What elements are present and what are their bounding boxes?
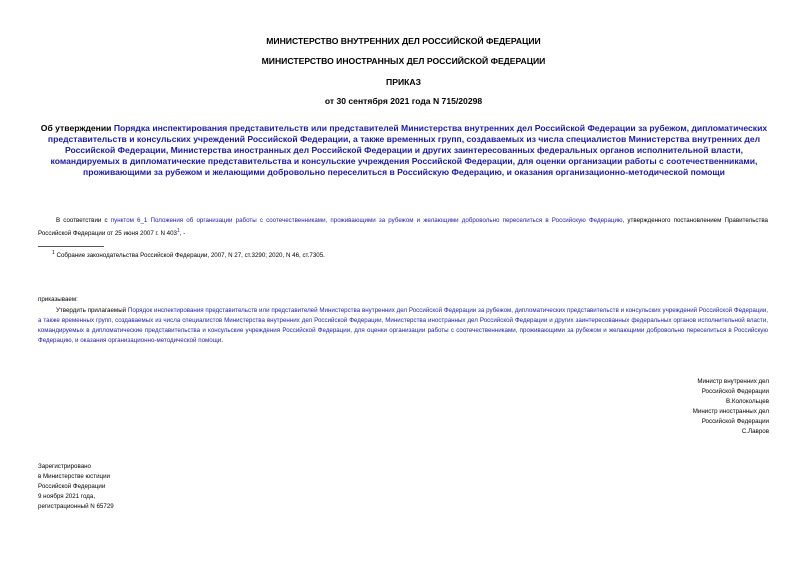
registration-line: Зарегистрировано [38, 463, 91, 470]
footnote [52, 251, 325, 260]
approve-paragraph [38, 306, 768, 346]
intro-text-1: В соответствии с [56, 217, 111, 224]
document-title [34, 123, 774, 178]
approve-suffix: . [221, 337, 223, 344]
registration-line: регистрационный N 65729 [38, 503, 114, 510]
registration-block [38, 462, 238, 512]
signature-line: Министр иностранных дел [692, 408, 769, 415]
signatures-block [569, 377, 769, 437]
approve-prefix: Утвердить прилагаемый [56, 307, 128, 314]
intro-text-3: , - [179, 230, 186, 238]
footnote-divider [38, 246, 104, 247]
registration-line: Российской Федерации [38, 483, 106, 490]
signature-line: Российской Федерации [701, 388, 769, 395]
date-number-heading: от 30 сентября 2021 года N 715/20298 [324, 96, 483, 106]
ministry-heading-1: МИНИСТЕРСТВО ВНУТРЕННИХ ДЕЛ РОССИЙСКОЙ ФЕДЕРАЦИИ [266, 36, 541, 46]
intro-text-2: , утвержденного постановлением Правительства Российской Федерации от 25 июня 2007 г. N 403 [38, 217, 769, 238]
footnote-mark: 1 [52, 249, 55, 256]
intro-paragraph [38, 216, 768, 239]
doc-type-heading: ПРИКАЗ [386, 77, 421, 87]
registration-line: 9 ноября 2021 года, [38, 493, 96, 500]
registration-line: в Министерстве юстиции [38, 473, 111, 480]
title-prefix: Об утверждении [40, 123, 114, 133]
signature-line: Российской Федерации [701, 418, 769, 425]
orders-word: приказываем: [38, 296, 78, 303]
signature-line: С.Лавров [741, 428, 769, 435]
approve-link-procedure[interactable]: Порядок инспектирования представительств или представителей Министерства внутренних дел Российской Федерации за рубежом, дипломатических представительств и консульских учреждений Российской Федерации, а также временных групп, создаваемых из числа специалистов Министерства внутренних дел Российской Федерации, Министерства иностранных дел Российской Федерации и других заинтересованных федеральных органов исполнительной власти, командируемых в дипломатические представительства и консульские учреждения Российской Федерации, для оценки организации работы с соотечественниками, проживающими за рубежом и желающими добровольно переселиться в Российскую Федерацию, и оказания организационно-методической помощи [38, 307, 768, 344]
intro-footnote-link[interactable]: 1 [176, 228, 180, 234]
signature-line: В.Колокольцев [726, 398, 769, 405]
signature-line: Министр внутренних дел [697, 378, 769, 385]
footnote-text: Собрание законодательства Российской Федерации, 2007, N 27, ст.3290; 2020, N 46, ст.7305. [54, 252, 325, 259]
title-link[interactable]: Порядка инспектирования представительств или представителей Министерства внутренних дел Российской Федерации за рубежом, дипломатических представительств и консульских учреждений Российской Федерации, а также временных групп, создаваемых из числа специалистов Министерства внутренних дел Российской Федерации, Министерства иностранных дел Российской Федерации и других заинтересованных федеральных органов исполнительной власти, командируемых в дипломатические представительства и консульские учреждения Российской Федерации, для оценки организации работы с соотечественниками, проживающими за рубежом и желающими добровольно переселиться в Российскую Федерацию, и оказания организационно-методической помощи [47, 123, 768, 177]
intro-link-regulation[interactable]: пунктом 6_1 Положения об организации работы с соотечественниками, проживающими за рубежом и желающими добровольно переселиться в Российскую Федерацию [110, 217, 623, 224]
ministry-heading-2: МИНИСТЕРСТВО ИНОСТРАННЫХ ДЕЛ РОССИЙСКОЙ ФЕДЕРАЦИИ [261, 56, 546, 66]
